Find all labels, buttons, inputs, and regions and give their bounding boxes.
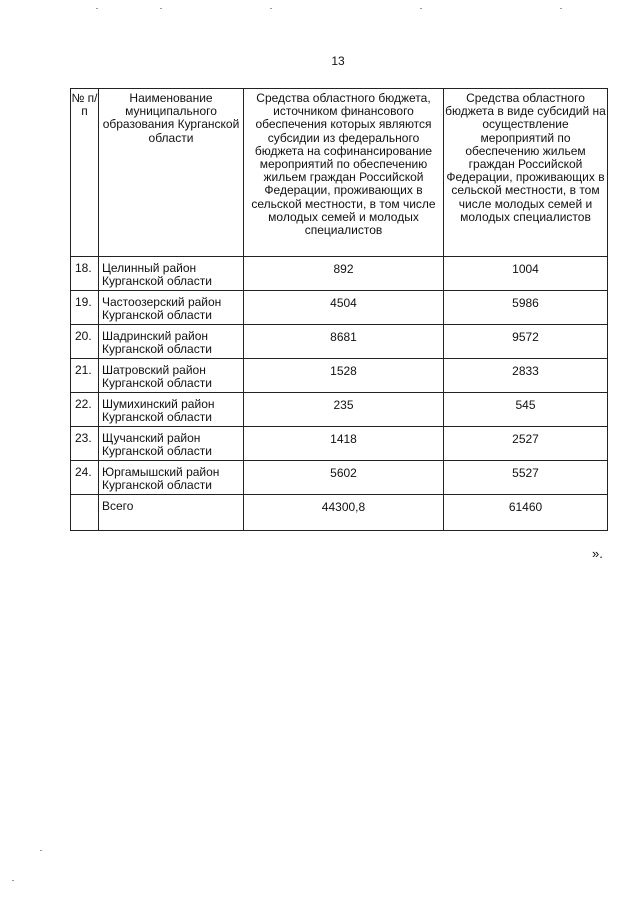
scan-speck	[560, 8, 562, 9]
table-header-row	[71, 89, 608, 257]
scan-speck	[40, 850, 42, 851]
scan-speck	[160, 8, 162, 9]
row-municipality: Юргамышский район Курганской области	[99, 461, 244, 495]
table-body	[71, 257, 608, 531]
table-row	[71, 359, 608, 393]
row-regional-value: 2527	[444, 427, 608, 461]
row-regional-value: 9572	[444, 325, 608, 359]
row-federal-value: 892	[244, 257, 444, 291]
table-total-row	[71, 495, 608, 531]
row-municipality: Частоозерский район Курганской области	[99, 291, 244, 325]
table-row	[71, 393, 608, 427]
table-row	[71, 325, 608, 359]
table-row	[71, 461, 608, 495]
row-regional-value: 5986	[444, 291, 608, 325]
row-municipality: Шатровский район Курганской области	[99, 359, 244, 393]
row-regional-value: 545	[444, 393, 608, 427]
subsidy-table	[70, 88, 608, 531]
page-number: 13	[331, 54, 345, 68]
row-federal-value: 1418	[244, 427, 444, 461]
row-regional-value: 5527	[444, 461, 608, 495]
header-federal-cofinancing: Средства областного бюджета, источником финансового обеспечения которых являются субсидии из федерального бюджета на софинансирование мероприятий по обеспечению жильем граждан Российской Федерации, проживающих в сельской местности, в том числе молодых семей и молодых специалистов	[244, 89, 444, 257]
row-municipality: Щучанский район Курганской области	[99, 427, 244, 461]
row-municipality: Шумихинский район Курганской области	[99, 393, 244, 427]
row-regional-value: 2833	[444, 359, 608, 393]
row-municipality: Шадринский район Курганской области	[99, 325, 244, 359]
total-number-cell	[71, 495, 99, 531]
row-number: 20.	[71, 325, 99, 359]
scan-speck	[420, 8, 422, 9]
table-row	[71, 427, 608, 461]
row-number: 21.	[71, 359, 99, 393]
table-row	[71, 291, 608, 325]
row-number: 24.	[71, 461, 99, 495]
header-regional-subsidy: Средства областного бюджета в виде субсидий на осуществление мероприятий по обеспечению жильем граждан Российской Федерации, проживающих в сельской местности, в том числе молодых семей и молодых специалистов	[444, 89, 608, 257]
scan-speck	[12, 880, 14, 881]
row-federal-value: 4504	[244, 291, 444, 325]
total-label: Всего	[99, 495, 244, 531]
row-regional-value: 1004	[444, 257, 608, 291]
header-number: № п/п	[71, 89, 99, 257]
table-row	[71, 257, 608, 291]
row-number: 23.	[71, 427, 99, 461]
row-number: 19.	[71, 291, 99, 325]
row-federal-value: 8681	[244, 325, 444, 359]
row-federal-value: 1528	[244, 359, 444, 393]
row-number: 22.	[71, 393, 99, 427]
row-number: 18.	[71, 257, 99, 291]
total-federal-value: 44300,8	[244, 495, 444, 531]
row-municipality: Целинный район Курганской области	[99, 257, 244, 291]
closing-quote-mark: ».	[592, 546, 603, 561]
row-federal-value: 5602	[244, 461, 444, 495]
row-federal-value: 235	[244, 393, 444, 427]
header-municipality: Наименование муниципального образования Курганской области	[99, 89, 244, 257]
scan-speck	[96, 8, 98, 9]
total-regional-value: 61460	[444, 495, 608, 531]
scan-speck	[270, 8, 272, 9]
